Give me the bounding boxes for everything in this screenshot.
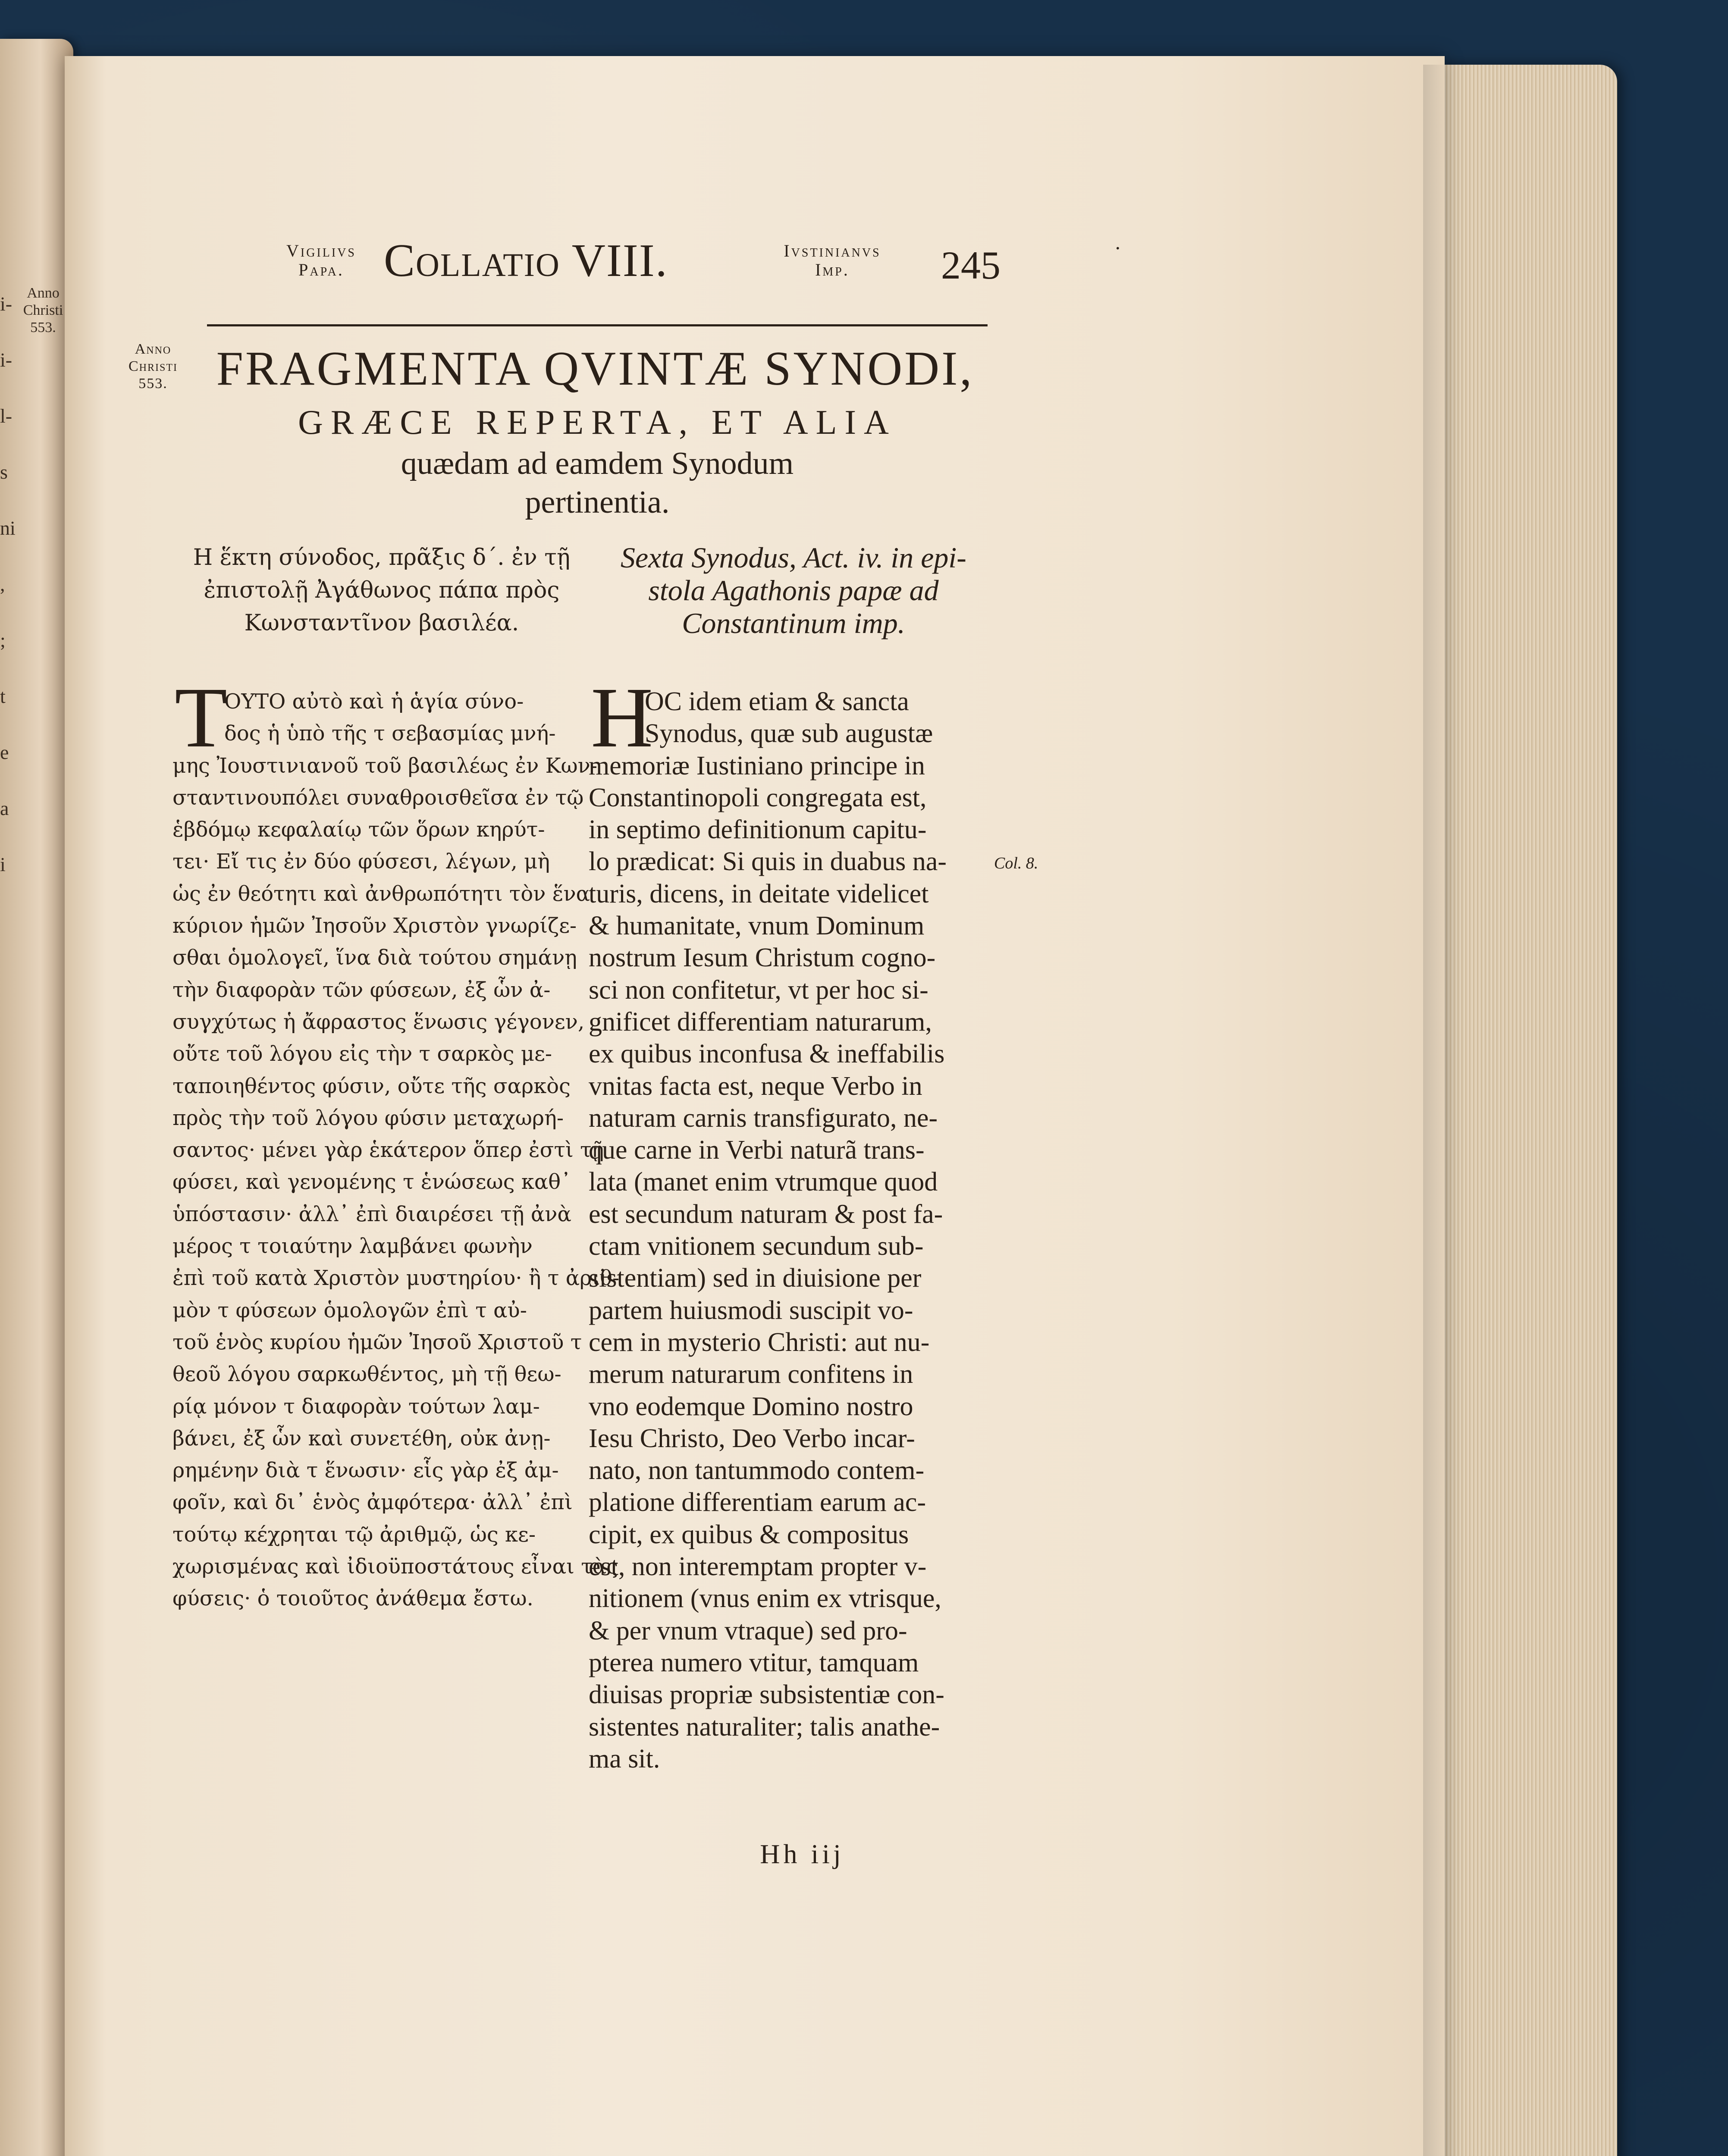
header-collatio: Collatio VIII. (384, 235, 668, 286)
greek-text-line: συγχύτως ἡ ἄφραστος ἕνωσις γέγονεν, (172, 1009, 585, 1034)
latin-text-line: sistentiam) sed in diuisione per (589, 1263, 922, 1293)
greek-heading-line: Κωνσταντῖνον βασιλέα. (244, 610, 519, 636)
latin-text-line: ma sit. (589, 1744, 660, 1774)
latin-text-line: turis, dicens, in deitate videlicet (589, 879, 929, 909)
greek-text-column (172, 686, 620, 1615)
header-right (746, 241, 919, 279)
greek-text-line: ὑπόστασιν· ἀλλ᾿ ἐπὶ διαιρέσει τῇ ἀνὰ (172, 1202, 571, 1226)
prev-page-fragment: i (0, 853, 6, 875)
greek-text-line: σταντινουπόλει συναθροισθεῖσα ἐν τῷ (172, 785, 584, 810)
latin-text-line: pterea numero vtitur, tamquam (589, 1648, 919, 1677)
latin-text-column (589, 686, 990, 1775)
latin-text-line: in septimo definitionum capitu- (589, 815, 927, 845)
subtitle-line-3: pertinentia. (525, 485, 670, 520)
prev-page-fragment: i- (0, 293, 13, 315)
latin-text-line: memoriæ Iustiniano principe in (589, 751, 925, 780)
greek-text-line: τοῦ ἑνὸς κυρίου ἡμῶν Ἰησοῦ Χριστοῦ τ (172, 1330, 582, 1354)
signature-mark: Hh iij (760, 1839, 844, 1869)
margin-year-line: Anno (135, 341, 172, 357)
greek-text-line: θεοῦ λόγου σαρκωθέντος, μὴ τῇ θεω- (172, 1362, 561, 1387)
prev-page-fragment: l- (0, 405, 13, 427)
greek-heading-line: Η ἕκτη σύνοδος, πρᾶξις δ΄. ἐν τῇ (193, 545, 571, 570)
page-number: 245 (941, 243, 1000, 287)
header-left (272, 241, 371, 279)
greek-text-line: φοῖν, καὶ δι᾿ ἑνὸς ἀμφότερα· ἀλλ᾿ ἐπὶ (172, 1490, 573, 1515)
previous-page-margin-note (17, 285, 69, 336)
latin-text-line: diuisas propriæ subsistentiæ con- (589, 1680, 944, 1710)
greek-text-line: ρίᾳ μόνον τ διαφορὰν τούτων λαμ- (172, 1394, 540, 1419)
header-rule (207, 324, 988, 326)
latin-text-line: ctam vnitionem secundum sub- (589, 1232, 924, 1261)
greek-text-line: ἑβδόμῳ κεφαλαίῳ τῶν ὅρων κηρύτ- (172, 818, 545, 842)
header-left-line2: Papa. (298, 260, 344, 279)
prev-page-fragment: i- (0, 349, 13, 371)
greek-text-line: τούτῳ κέχρηται τῷ ἀριθμῷ, ὡς κε- (172, 1522, 536, 1547)
margin-year-line: 553. (138, 376, 168, 392)
greek-text-line: οὔτε τοῦ λόγου εἰς τὴν τ σαρκὸς με- (172, 1042, 552, 1066)
latin-text-line: Iesu Christo, Deo Verbo incar- (589, 1423, 915, 1453)
margin-year-line: Christi (128, 358, 178, 374)
latin-text-line: nitionem (vnus enim ex vtrisque, (589, 1584, 941, 1614)
latin-text-line: naturam carnis transfigurato, ne- (589, 1103, 938, 1133)
page-title: FRAGMENTA QVINTÆ SYNODI, (216, 342, 974, 395)
greek-text-line: φύσει, καὶ γενομένης τ ἑνώσεως καθ᾿ (172, 1170, 571, 1194)
header-left-line1: Vigilivs (286, 241, 356, 260)
greek-text-line: κύριον ἡμῶν Ἰησοῦν Χριστὸν γνωρίζε- (172, 914, 577, 938)
previous-page-text-fragments (0, 276, 17, 893)
prev-margin-line: Anno (27, 285, 60, 301)
latin-text-line: lo prædicat: Si quis in duabus na- (589, 847, 947, 877)
latin-text-line: vnitas facta est, neque Verbo in (589, 1071, 922, 1101)
greek-heading-line: ἐπιστολῇ Ἀγάθωνος πάπα πρὸς (204, 577, 560, 603)
prev-page-fragment: ; (0, 629, 6, 651)
latin-text-line: partem huiusmodi suscipit vo- (589, 1295, 913, 1325)
greek-drop-cap: Τ (175, 670, 228, 765)
latin-text-line: lata (manet enim vtrumque quod (589, 1167, 938, 1197)
greek-text-line: πρὸς τὴν τοῦ λόγου φύσιν μεταχωρή- (172, 1106, 564, 1130)
latin-text-line: & per vnum vtraque) sed pro- (589, 1616, 907, 1645)
greek-text-line: μέρος τ τοιαύτην λαμβάνει φωνὴν (172, 1234, 533, 1259)
greek-text-line: σαντος· μένει γὰρ ἑκάτερον ὅπερ ἐστὶ τῇ (172, 1138, 604, 1163)
latin-text-line: sistentes naturaliter; talis anathe- (589, 1712, 940, 1742)
greek-text-line: φύσεις· ὁ τοιοῦτος ἀνάθεμα ἔστω. (172, 1586, 533, 1611)
greek-text-line: ταποιηθέντος φύσιν, οὔτε τῆς σαρκὸς (172, 1074, 571, 1098)
prev-margin-line: Christi (23, 302, 63, 318)
prev-page-fragment: , (0, 573, 5, 595)
prev-page-fragment: s (0, 461, 8, 483)
latin-text-line: cem in mysterio Christi: aut nu- (589, 1327, 930, 1357)
prev-page-fragment: e (0, 741, 9, 763)
greek-text-line: βάνει, ἐξ ὧν καὶ συνετέθη, οὐκ ἀνῃ- (172, 1426, 551, 1451)
greek-text-line: ΟΥΤΟ αὐτὸ καὶ ἡ ἁγία σύνο- (224, 689, 524, 714)
latin-text-line: sci non confitetur, vt per hoc si- (589, 975, 928, 1005)
latin-heading-line: Constantinum imp. (682, 607, 905, 639)
prev-page-fragment: t (0, 685, 6, 707)
latin-text-line: est, non interemptam propter v- (589, 1552, 927, 1582)
latin-text-line: Constantinopoli congregata est, (589, 783, 927, 812)
latin-text-line: OC idem etiam & sancta (645, 687, 909, 716)
latin-text-line: nostrum Iesum Christum cogno- (589, 943, 936, 973)
greek-column-heading (170, 541, 593, 639)
latin-text-line: cipit, ex quibus & compositus (589, 1520, 909, 1549)
page-gutter-shadow (1423, 65, 1449, 2156)
latin-text-line: est secundum naturam & post fa- (589, 1199, 943, 1229)
greek-text-line: ὡς ἐν θεότητι καὶ ἀνθρωπότητι τὸν ἕνα (172, 881, 590, 906)
prev-page-fragment: a (0, 797, 9, 819)
latin-text-line: vno eodemque Domino nostro (589, 1391, 913, 1421)
book-fore-edge (1436, 65, 1617, 2156)
greek-text-line: μὸν τ φύσεων ὁμολογῶν ἐπὶ τ αὐ- (172, 1298, 527, 1322)
prev-page-fragment: ni (0, 517, 16, 539)
latin-text-line: nato, non tantummodo contem- (589, 1456, 925, 1485)
latin-text-line: platione differentiam earum ac- (589, 1488, 926, 1517)
margin-year-note (121, 341, 185, 392)
latin-text-line: gnificet differentiam naturarum, (589, 1007, 932, 1037)
column-reference-note: Col. 8. (994, 854, 1038, 872)
printer-mark: · (1115, 238, 1121, 260)
header-right-line2: Imp. (815, 260, 850, 279)
greek-text-line: ἐπὶ τοῦ κατὰ Χριστὸν μυστηρίου· ἢ τ ἀριθ- (172, 1266, 620, 1291)
latin-heading-line: Sexta Synodus, Act. iv. in epi- (621, 541, 966, 574)
greek-text-line: χωρισμένας καὶ ἰδιοϋποστάτους εἶναι τὰς (172, 1554, 618, 1579)
subtitle-line-2: quædam ad eamdem Synodum (401, 446, 794, 481)
greek-text-line: ρημένην διὰ τ ἕνωσιν· εἷς γὰρ ἐξ ἀμ- (172, 1458, 559, 1483)
greek-text-line: δος ἡ ὑπὸ τῆς τ σεβασμίας μνή- (224, 721, 556, 746)
latin-drop-cap: H (591, 670, 653, 765)
greek-text-line: τει· Εἴ τις ἐν δύο φύσεσι, λέγων, μὴ (172, 849, 550, 874)
prev-margin-line: 553. (30, 320, 56, 335)
running-header (272, 235, 1000, 302)
latin-heading-line: stola Agathonis papæ ad (648, 574, 939, 607)
latin-column-heading (586, 541, 1000, 639)
greek-text-line: τὴν διαφορὰν τῶν φύσεων, ἐξ ὧν ἀ- (172, 978, 551, 1002)
subtitle-line-1: GRÆCE REPERTA, ET ALIA (298, 404, 897, 442)
greek-text-line: μης Ἰουστινιανοῦ τοῦ βασιλέως ἐν Κων- (172, 753, 598, 778)
latin-text-line: Synodus, quæ sub augustæ (645, 719, 933, 749)
latin-text-line: ex quibus inconfusa & ineffabilis (589, 1039, 945, 1069)
greek-text-line: σθαι ὁμολογεῖ, ἵνα διὰ τούτου σημάνῃ (172, 946, 577, 970)
header-right-line1: Ivstinianvs (784, 241, 881, 260)
latin-text-line: que carne in Verbi naturã trans- (589, 1135, 925, 1165)
latin-text-line: merum naturarum confitens in (589, 1360, 913, 1389)
latin-text-line: & humanitate, vnum Dominum (589, 911, 925, 941)
